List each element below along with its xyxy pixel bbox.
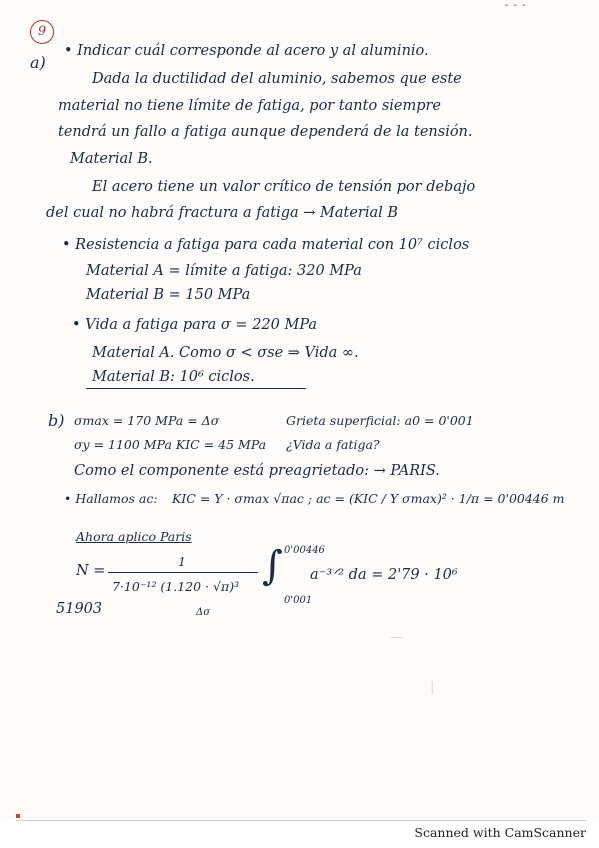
part-b-n-label: N = [76, 563, 106, 579]
part-b-ac-label: • Hallamos ac: [64, 491, 158, 506]
part-b-given-1: σmax = 170 MPa = Δσ [74, 413, 220, 428]
integral-sign-icon: ∫ [262, 543, 283, 589]
part-a-line-7: del cual no habrá fractura a fatiga → Material B [46, 205, 399, 221]
part-b-paris-note: Como el componente está preagrietado: → PARIS. [74, 463, 440, 479]
part-a-line-12: Material A. Como σ < σse ⇒ Vida ∞. [92, 345, 359, 361]
header-mark: - - - [505, 0, 527, 11]
part-b-integrand: a⁻³ᐟ² da = 2'79 · 10⁶ [310, 567, 458, 583]
scanner-watermark: Scanned with CamScanner [414, 825, 586, 840]
part-a-line-9: Material A = límite a fatiga: 320 MPa [86, 263, 362, 279]
part-a-line-10: Material B = 150 MPa [86, 287, 251, 303]
part-b-ac-formula: KIC = Y · σmax √πac ; ac = (KIC / Y σmax)² · 1/π = 0'00446 m [172, 491, 565, 506]
bleed-through-mark: — [390, 630, 403, 645]
part-a-line-3: material no tiene límite de fatiga, por tanto siempre [58, 98, 442, 114]
part-a-line-4: tendrá un fallo a fatiga aunque dependerá de la tensión. [58, 124, 473, 140]
page-number: 9 [30, 20, 54, 44]
part-a-line-13: Material B: 10⁶ ciclos. [92, 369, 255, 385]
part-a-line-6: El acero tiene un valor crítico de tensión por debajo [92, 179, 476, 195]
part-b-denominator: 7·10⁻¹² (1.120 · √π)³ [112, 579, 240, 594]
part-a-line-5: Material B. [70, 151, 153, 167]
part-b-lower-limit: 0'001 [284, 595, 313, 606]
part-b-upper-limit: 0'00446 [284, 545, 325, 556]
part-b-label: b) [48, 411, 65, 430]
part-b-apply-paris: Ahora aplico Paris [76, 529, 192, 544]
part-a-line-2: Dada la ductilidad del aluminio, sabemos que este [92, 71, 462, 87]
part-b-given-3: σy = 1100 MPa KIC = 45 MPa [74, 437, 267, 452]
part-a-label: a) [30, 53, 46, 72]
part-a-end-rule [86, 388, 306, 389]
footer-divider [16, 820, 586, 821]
part-b-given-2: Grieta superficial: a0 = 0'001 [286, 413, 474, 428]
part-a-line-1: • Indicar cuál corresponde al acero y al aluminio. [64, 43, 429, 59]
part-b-numerator: 1 [178, 554, 186, 569]
part-a-line-8: • Resistencia a fatiga para cada material con 10⁷ ciclos [62, 237, 470, 253]
part-b-given-4: ¿Vida a fatiga? [286, 437, 380, 452]
part-a-line-11: • Vida a fatiga para σ = 220 MPa [72, 317, 318, 333]
part-b-result: 51903 [56, 601, 103, 617]
part-b-delta-note: Δσ [196, 607, 211, 618]
bleed-through-mark: | [430, 680, 435, 695]
part-b-fraction-bar [108, 572, 258, 573]
